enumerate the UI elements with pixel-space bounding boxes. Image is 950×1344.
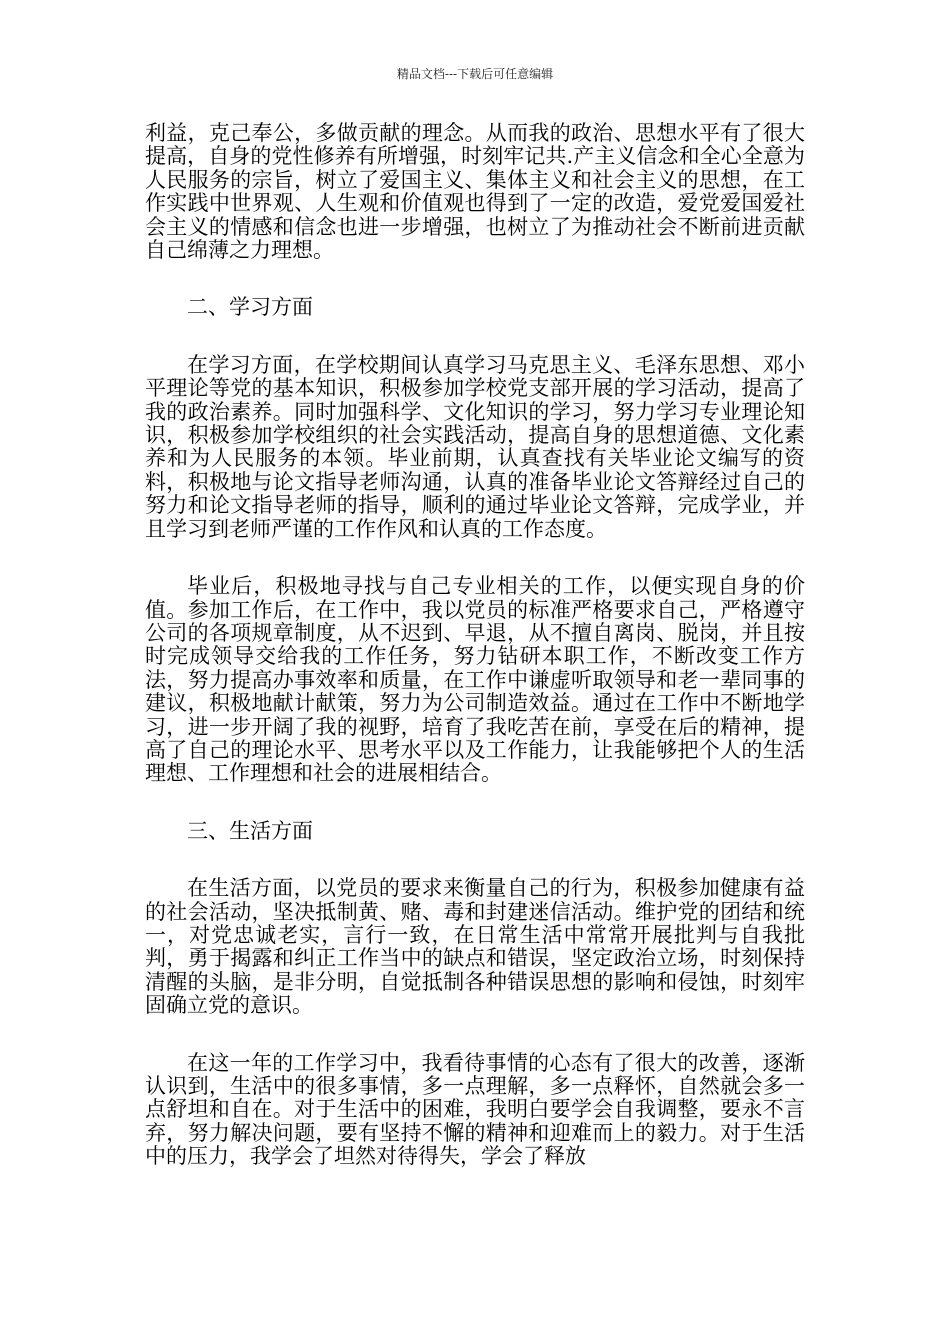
paragraph-gap [145,1018,805,1052]
paragraph-gap [145,786,805,820]
paragraph-gap [145,320,805,354]
paragraph-study: 在学习方面，在学校期间认真学习马克思主义、毛泽东思想、邓小平理论等党的基本知识，积极参加学校党支部开展的学习活动，提高了我的政治素养。同时加强科学、文化知识的学习，努力学习专业理论知识，积极参加学校组织的社会实践活动，提高自身的思想道德、文化素养和为人民服务的本领。毕业前期，认真查找有关毕业论文编写的资料，积极地与论文指导老师沟通，认真的准备毕业论文答辩经过自己的努力和论文指导老师的指导，顺利的通过毕业论文答辩，完成学业，并且学习到老师严谨的工作作风和认真的工作态度。 [145,352,805,541]
paragraph-gap [145,541,805,575]
paragraph-work: 毕业后，积极地寻找与自己专业相关的工作，以便实现自身的价值。参加工作后，在工作中，我以党员的标准严格要求自己，严格遵守公司的各项规章制度，从不迟到、早退，从不擅自离岗、脱岗，并且按时完成领导交给我的工作任务，努力钻研本职工作，不断改变工作方法，努力提高办事效率和质量，在工作中谦虚听取领导和老一辈同事的建议，积极地献计献策，努力为公司制造效益。通过在工作中不断地学习，进一步开阔了我的视野，培育了我吃苦在前，享受在后的精神，提高了自己的理论水平、思考水平以及工作能力，让我能够把个人的生活理想、工作理想和社会的进展相结合。 [145,574,805,786]
section-heading-study: 二、学习方面 [187,295,313,320]
paragraph-mindset: 在这一年的工作学习中，我看待事情的心态有了很大的改善，逐渐认识到，生活中的很多事情，多一点理解，多一点释怀，自然就会多一点舒坦和自在。对于生活中的困难，我明白要学会自我调整，要永不言弃，努力解决问题，要有坚持不懈的精神和迎难而上的毅力。对于生活中的压力，我学会了坦然对待得失，学会了释放 [145,1050,805,1169]
paragraph-continuation: 利益，克己奉公，多做贡献的理念。从而我的政治、思想水平有了很大提高，自身的党性修养有所增强，时刻牢记共.产主义信念和全心全意为人民服务的宗旨，树立了爱国主义、集体主义和社会主义的思想，在工作实践中世界观、人生观和价值观也得到了一定的改造，爱党爱国爱社会主义的情感和信念也进一步增强，也树立了为推动社会不断前进贡献自己绵薄之力理想。 [145,121,805,263]
paragraph-life: 在生活方面，以党员的要求来衡量自己的行为，积极参加健康有益的社会活动，坚决抵制黄、赌、毒和封建迷信活动。维护党的团结和统一，对党忠诚老实，言行一致，在日常生活中常常开展批判与自我批判，勇于揭露和纠正工作当中的缺点和错误，坚定政治立场，时刻保持清醒的头脑，是非分明，自觉抵制各种错误思想的影响和侵蚀，时刻牢固确立党的意识。 [145,876,805,1018]
paragraph-gap [145,262,805,296]
section-heading-life: 三、生活方面 [187,818,313,843]
paragraph-gap [145,843,805,877]
page-header: 精品文档---下载后可任意编辑 [396,67,554,81]
document-body [145,122,805,1169]
